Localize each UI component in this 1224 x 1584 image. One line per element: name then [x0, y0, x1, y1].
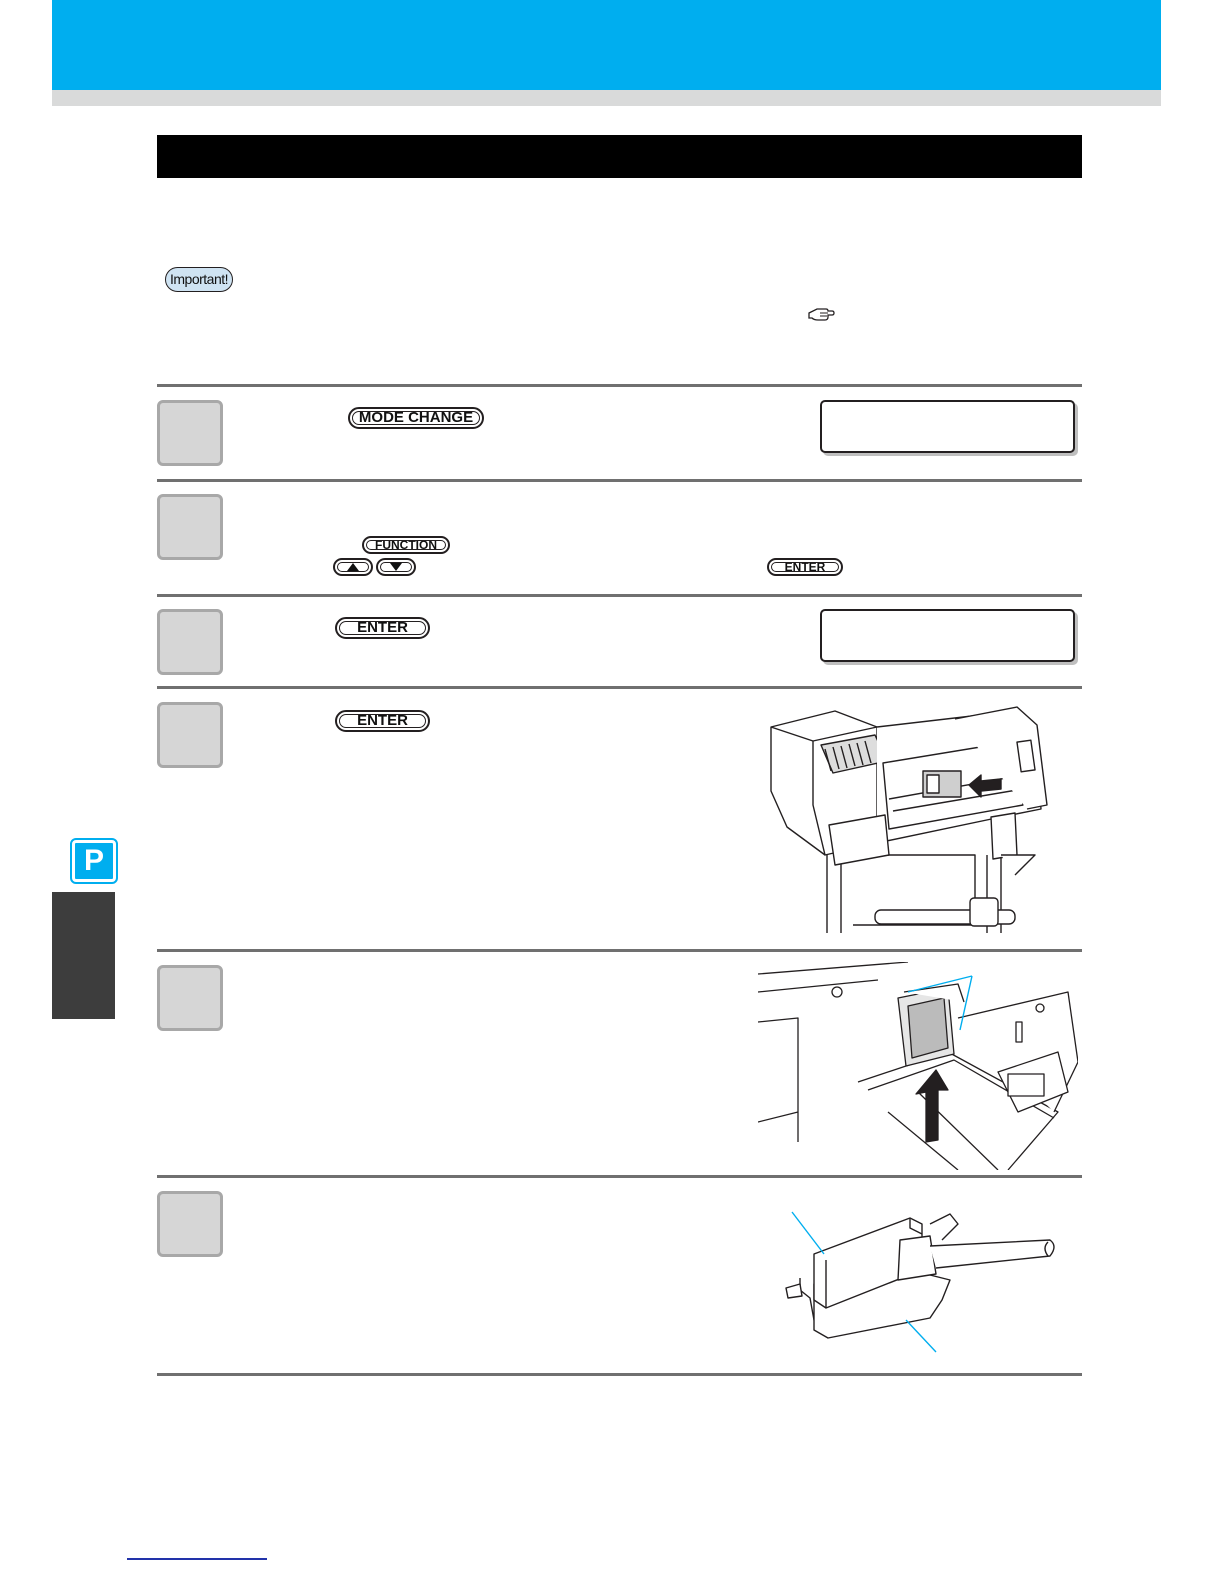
- function-key: FUNCTION: [362, 536, 450, 554]
- reference-pointer-icon: [806, 305, 836, 325]
- enter-key: ENTER: [335, 710, 430, 732]
- step-divider: [157, 1373, 1082, 1376]
- enter-key: ENTER: [767, 558, 843, 576]
- section-title-bar: [157, 135, 1082, 178]
- up-arrow-key: [333, 558, 373, 576]
- wiper-cleaning-illustration: [780, 1200, 1060, 1360]
- step-divider: [157, 1175, 1082, 1178]
- printer-illustration: [765, 705, 1055, 935]
- side-tab-p: P: [72, 840, 116, 882]
- important-badge: Important!: [165, 267, 233, 292]
- header-band: [52, 0, 1161, 90]
- cleaning-area-illustration: [758, 962, 1078, 1170]
- step-number-box-6: [157, 1191, 223, 1257]
- step-divider: [157, 949, 1082, 952]
- step-number-box-1: [157, 400, 223, 466]
- step-number-box-5: [157, 965, 223, 1031]
- lcd-display-2: [820, 609, 1075, 662]
- step-number-box-3: [157, 609, 223, 675]
- step-divider: [157, 479, 1082, 482]
- step-number-box-4: [157, 702, 223, 768]
- header-shadow: [52, 90, 1161, 106]
- down-arrow-key: [376, 558, 416, 576]
- triangle-down-icon: [389, 562, 403, 572]
- mode-change-key: MODE CHANGE: [348, 407, 484, 429]
- step-number-box-2: [157, 494, 223, 560]
- step-divider: [157, 686, 1082, 689]
- lcd-display-1: [820, 400, 1075, 453]
- step-divider: [157, 384, 1082, 387]
- side-tab-chapter: [52, 892, 115, 1019]
- enter-key: ENTER: [335, 617, 430, 639]
- step-divider: [157, 594, 1082, 597]
- triangle-up-icon: [346, 562, 360, 572]
- footer-link-underline[interactable]: [127, 1558, 267, 1560]
